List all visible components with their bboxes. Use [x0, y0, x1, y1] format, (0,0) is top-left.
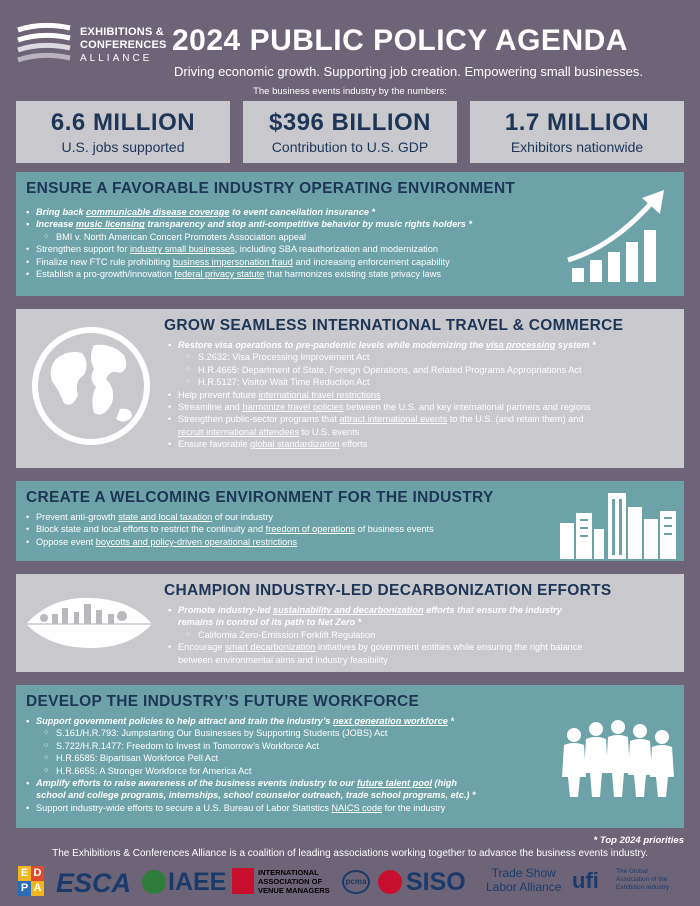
stat-value: $396 BILLION — [268, 109, 432, 136]
eca-logo — [14, 18, 167, 78]
stat-value: 6.6 MILLION — [50, 109, 196, 136]
partner-logos — [16, 864, 684, 900]
list-item: • Oppose event boycotts and policy-driven operational restrictions — [26, 536, 546, 548]
iavm-mark-icon — [232, 868, 254, 894]
list-item: • Prevent anti-growth state and local taxation of our industry — [26, 511, 546, 523]
list-subitem: ○ BMI v. North American Concert Promoters Association appeal — [26, 231, 556, 243]
list-subitem: ○ S.722/H.R.1477: Freedom to Invest in Tomorrow’s Workforce Act — [26, 740, 566, 752]
list-item: • Streamline and harmonize travel policies between the U.S. and key international partners and regions — [168, 401, 678, 413]
list-item: • Encourage smart decarbonization initiatives by government entities while ensuring the right balance between environmental aims and industry feasibility — [168, 641, 678, 666]
list-item: • Increase music licensing transparency and stop anti-competitive behavior by music rights holders * — [26, 218, 556, 230]
section-list — [26, 206, 556, 280]
stat-jobs — [16, 101, 230, 163]
stat-value: 1.7 MILLION — [504, 109, 650, 136]
siso-mark-icon — [378, 870, 402, 894]
list-item: • Strengthen public-sector programs that attract international events to the U.S. (and retain them) and recruit international attendees to U.S. events — [168, 413, 678, 438]
eca-swoosh-icon — [14, 20, 74, 70]
policy-link[interactable]: music licensing — [75, 219, 145, 230]
leaf-city-icon — [22, 592, 156, 652]
list-subitem: ○ H.R.5127: Visitor Wait Time Reduction Act — [168, 376, 678, 388]
ufi-tagline: The Global Association of the Exhibition Industry — [616, 868, 670, 891]
list-subitem: ○ H.R.6655: A Stronger Workforce for America Act — [26, 765, 566, 777]
list-item: • Block state and local efforts to restrict the continuity and freedom of operations of business events — [26, 523, 546, 535]
iaee-globe-icon — [142, 870, 166, 894]
list-item: • Establish a pro-growth/innovation federal privacy statute that harmonizes existing state privacy laws — [26, 268, 556, 280]
page-title: 2024 PUBLIC POLICY AGENDA — [172, 24, 628, 57]
iaee-logo: IAEE — [168, 868, 227, 896]
policy-link[interactable]: business impersonation fraud — [172, 256, 293, 267]
section-list — [168, 339, 678, 451]
policy-link[interactable]: global standardization — [250, 439, 340, 450]
section-international-travel — [16, 309, 684, 468]
section-title: GROW SEAMLESS INTERNATIONAL TRAVEL & COMMERCE — [164, 317, 624, 334]
city-skyline-icon — [556, 489, 680, 559]
list-item: • Promote industry-led sustainability and decarbonization efforts that ensure the industry remains in control of its path to Net Zero * — [168, 604, 678, 629]
list-subitem: ○ California Zero-Emission Forklift Regulation — [168, 629, 678, 641]
policy-link[interactable]: recruit international attendees — [178, 426, 300, 437]
section-list — [168, 604, 678, 666]
policy-link[interactable]: harmonize travel policies — [242, 402, 344, 413]
section-decarbonization — [16, 574, 684, 672]
section-list — [26, 511, 546, 548]
edpa-logo: E D P A — [18, 866, 44, 896]
list-item: • Support industry-wide efforts to secure a U.S. Bureau of Labor Statistics NAICS code for the industry — [26, 802, 566, 814]
section-title: CREATE A WELCOMING ENVIRONMENT FOR THE INDUSTRY — [26, 489, 494, 506]
pcma-logo: pcma — [342, 870, 370, 894]
policy-link[interactable]: smart decarbonization — [225, 642, 316, 653]
workforce-people-icon — [560, 717, 678, 799]
policy-link[interactable]: freedom of operations — [265, 524, 356, 535]
list-subitem: ○ S.161/H.R.793: Jumpstarting Our Businesses by Supporting Students (JOBS) Act — [26, 727, 566, 739]
header — [0, 0, 700, 97]
policy-link[interactable]: NAICS code — [331, 802, 383, 813]
list-subitem: ○ S.2632: Visa Processing Improvement Act — [168, 351, 678, 363]
list-item: • Finalize new FTC rule prohibiting business impersonation fraud and increasing enforcement capability — [26, 256, 556, 268]
policy-link[interactable]: visa processing — [485, 340, 556, 350]
growth-chart-icon — [564, 186, 674, 286]
section-title: ENSURE A FAVORABLE INDUSTRY OPERATING ENVIRONMENT — [26, 180, 516, 197]
page-subtitle: Driving economic growth. Supporting job creation. Empowering small businesses. — [174, 64, 643, 79]
policy-link[interactable]: boycotts and policy-driven operational restrictions — [95, 536, 297, 547]
policy-link[interactable]: federal privacy statute — [174, 269, 265, 280]
policy-link[interactable]: communicable disease coverage — [86, 207, 230, 217]
list-item: • Strengthen support for industry small businesses, including SBA reauthorization and modernization — [26, 243, 556, 255]
policy-link[interactable]: international travel restrictions — [258, 389, 381, 400]
section-title: CHAMPION INDUSTRY-LED DECARBONIZATION EFFORTS — [164, 582, 612, 599]
list-item: • Help prevent future international travel restrictions — [168, 389, 678, 401]
tslb-logo: Trade Show Labor Alliance — [486, 866, 562, 894]
policy-link[interactable]: future talent pool — [356, 778, 432, 789]
coalition-statement: The Exhibitions & Conferences Alliance is a coalition of leading associations working together to advance the business events industry. — [52, 848, 648, 859]
stat-label: U.S. jobs supported — [61, 139, 185, 155]
policy-link[interactable]: attract international events — [339, 414, 448, 425]
siso-logo: SISO — [406, 868, 466, 896]
policy-link[interactable]: sustainability and decarbonization — [272, 605, 424, 615]
list-item: • Support government policies to help attract and train the industry’s next generation workforce * — [26, 715, 566, 727]
list-subitem: ○ H.R.4665: Department of State, Foreign Operations, and Related Programs Appropriations Act — [168, 364, 678, 376]
ufi-logo: ufi — [572, 868, 599, 893]
logo-line-1: EXHIBITIONS & — [80, 26, 164, 38]
eca-logo-text — [80, 26, 167, 65]
list-item: • Restore visa operations to pre-pandemic levels while modernizing the visa processing system * — [168, 339, 678, 351]
stats-intro: The business events industry by the numbers: — [253, 86, 447, 97]
stat-label: Exhibitors nationwide — [510, 139, 644, 155]
stat-label: Contribution to U.S. GDP — [271, 139, 429, 155]
policy-link[interactable]: industry small businesses — [129, 244, 235, 255]
section-title: DEVELOP THE INDUSTRY’S FUTURE WORKFORCE — [26, 693, 420, 710]
section-future-workforce — [16, 685, 684, 828]
list-item: • Amplify efforts to raise awareness of the business events industry to our future talent pool (high school and college programs, internships, school counselor outreach, trade school programs, etc.) * — [26, 777, 566, 802]
section-operating-environment — [16, 172, 684, 296]
iavm-logo: INTERNATIONAL ASSOCIATION OF VENUE MANAGERS — [258, 868, 330, 895]
list-item: • Bring back communicable disease coverage to event cancellation insurance * — [26, 206, 556, 218]
policy-link[interactable]: state and local taxation — [118, 512, 213, 522]
section-list — [26, 715, 566, 814]
list-subitem: ○ H.R.6585: Bipartisan Workforce Pell Act — [26, 752, 566, 764]
logo-line-2: CONFERENCES — [80, 39, 167, 51]
stat-exhibitors — [470, 101, 684, 163]
globe-icon — [28, 323, 154, 449]
priority-footnote: * Top 2024 priorities — [593, 835, 684, 846]
policy-link[interactable]: next generation workforce — [332, 716, 448, 726]
esca-logo: ESCA — [56, 868, 132, 898]
section-welcoming-environment — [16, 481, 684, 561]
list-item: • Ensure favorable global standardization efforts — [168, 438, 678, 450]
stat-gdp — [243, 101, 457, 163]
logo-line-3: ALLIANCE — [80, 53, 153, 64]
